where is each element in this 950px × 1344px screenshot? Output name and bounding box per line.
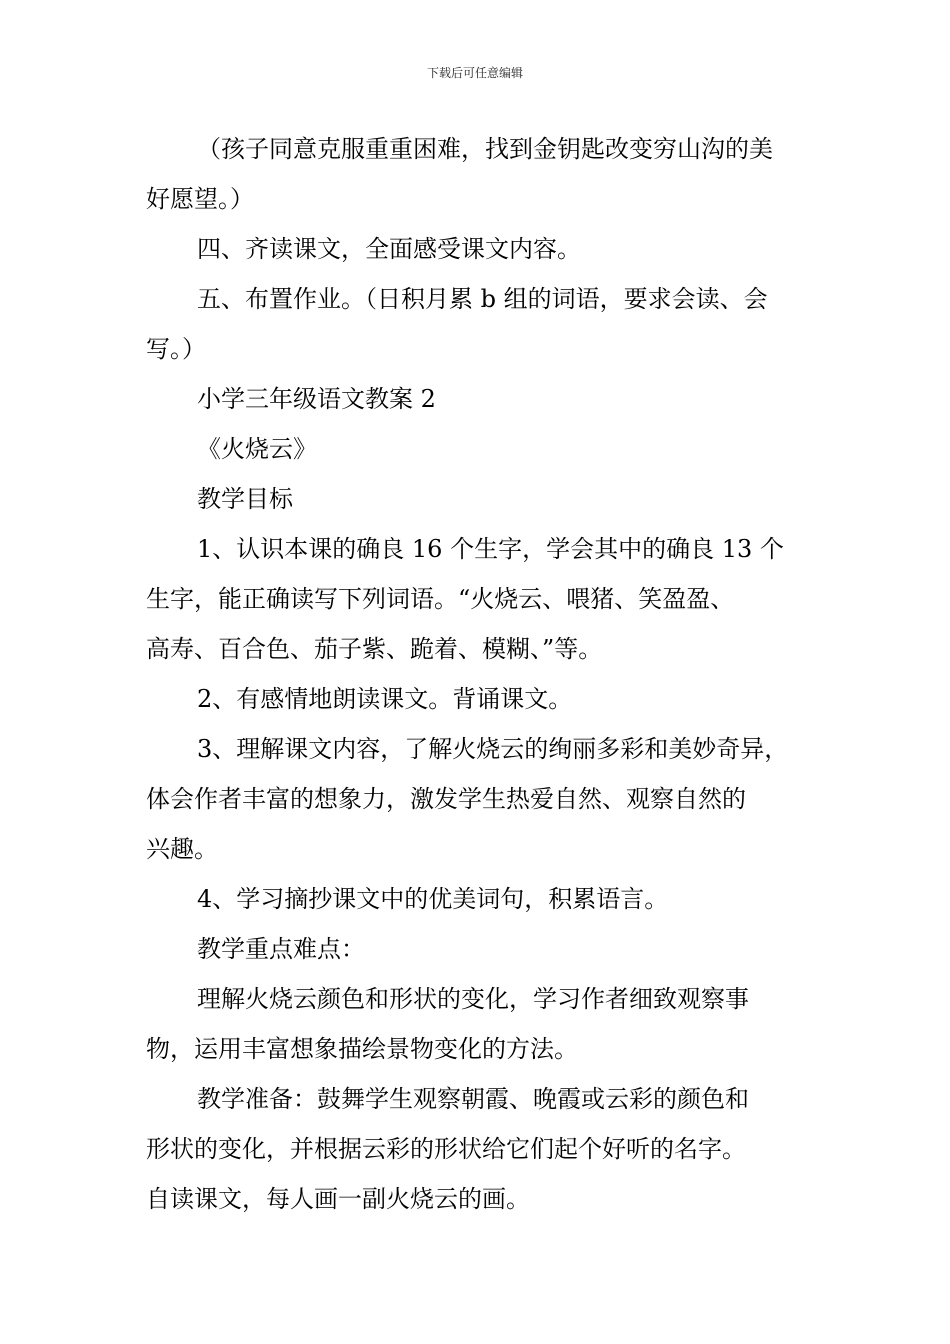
paragraph-line: 物，运用丰富想象描绘景物变化的方法。 — [146, 1035, 578, 1063]
subheading-objectives: 教学目标 — [197, 485, 293, 513]
paragraph-line: 理解火烧云颜色和形状的变化，学习作者细致观察事 — [197, 985, 749, 1013]
paragraph-line: 自读课文，每人画一副火烧云的画。 — [146, 1185, 530, 1213]
paragraph-line: 形状的变化，并根据云彩的形状给它们起个好听的名字。 — [146, 1135, 746, 1163]
paragraph-line: 3、理解课文内容，了解火烧云的绚丽多彩和美妙奇异， — [197, 735, 789, 763]
paragraph-line: 兴趣。 — [146, 835, 218, 863]
paragraph-line: 五、布置作业。（日积月累 b 组的词语，要求会读、会 — [197, 285, 768, 313]
paragraph-line: 4、学习摘抄课文中的优美词句，积累语言。 — [197, 885, 669, 913]
document-body — [146, 124, 826, 1224]
paragraph-line: 写。） — [146, 335, 206, 363]
paragraph-line: 四、齐读课文，全面感受课文内容。 — [197, 235, 581, 263]
paragraph-line: 生字，能正确读写下列词语。“火烧云、喂猪、笑盈盈、 — [146, 585, 735, 613]
section-title: 小学三年级语文教案 2 — [197, 385, 436, 413]
paragraph-line: 好愿望。） — [146, 185, 254, 213]
lesson-title: 《火烧云》 — [197, 435, 317, 463]
subheading-key-points: 教学重点难点： — [197, 935, 365, 963]
paragraph-line: 1、认识本课的确良 16 个生字，学会其中的确良 13 个 — [197, 535, 784, 563]
paragraph-line: 教学准备：鼓舞学生观察朝霞、晚霞或云彩的颜色和 — [197, 1085, 749, 1113]
page-header-note: 下载后可任意编辑 — [426, 66, 523, 80]
paragraph-line: 2、有感情地朗读课文。背诵课文。 — [197, 685, 573, 713]
paragraph-line: 体会作者丰富的想象力，激发学生热爱自然、观察自然的 — [146, 785, 746, 813]
paragraph-line: （孩子同意克服重重困难，找到金钥匙改变穷山沟的美 — [197, 135, 773, 163]
paragraph-line: 高寿、百合色、茄子紫、跪着、模糊、”等。 — [146, 635, 603, 663]
